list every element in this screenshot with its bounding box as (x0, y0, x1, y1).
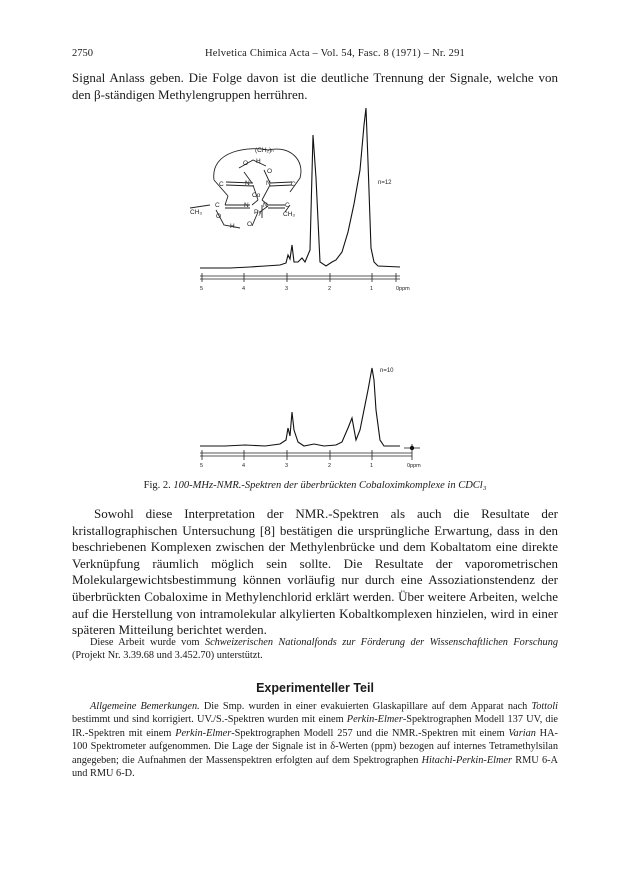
ack-fund: Schweizerischen Nationalfonds zur Förderung der Wissenschaftlichen Forschung (204, 637, 558, 648)
struct-label-ch3-left: CH₃ (190, 209, 203, 216)
struct-label-ch3-right: CH₃ (283, 211, 296, 218)
spectrum-top-axis (200, 273, 400, 282)
acknowledgement (72, 636, 558, 663)
exp-lead: Allgemeine Bemerkungen. (90, 701, 200, 712)
bottom-tick-5: 5 (200, 463, 204, 469)
exp-text-2: bestimmt und sind korrigiert. UV./S.-Spektren wurden mit einem (72, 714, 344, 726)
struct-label-c4: C (285, 202, 290, 209)
struct-label-o3: O (216, 213, 222, 220)
exp-perkin-elmer-2: Perkin-Elmer (175, 727, 232, 739)
spectrum-bottom-ticks (200, 463, 421, 469)
spectrum-bottom-label: n=10 (380, 368, 394, 374)
struct-label-o4: O (247, 221, 253, 228)
ack-before: Diese Arbeit wurde vom (90, 637, 200, 648)
top-tick-3: 3 (285, 286, 289, 292)
bottom-tick-3: 3 (285, 463, 289, 469)
struct-label-co: Co (252, 192, 261, 199)
bottom-tick-2: 2 (328, 463, 332, 469)
bottom-tick-0ppm: 0ppm (407, 463, 421, 469)
spectrum-bottom-axis (200, 444, 420, 460)
bottom-tick-4: 4 (242, 463, 246, 469)
figure-caption (72, 480, 558, 491)
exp-text-3: -Spektrographen Modell 137 UV, die IR.-Spektren mit einem (72, 714, 559, 739)
top-tick-0ppm: 0ppm (396, 286, 410, 292)
top-tick-4: 4 (242, 286, 246, 292)
top-tick-1: 1 (370, 286, 374, 292)
spectrum-bottom-trace (200, 368, 400, 446)
running-title: Helvetica Chimica Acta – Vol. 54, Fasc. 8 (1971) – Nr. 291 (205, 48, 465, 59)
struct-label-n3: N (244, 202, 249, 209)
cobaloxime-structure (190, 149, 301, 228)
caption-prefix: Fig. 2. (143, 480, 171, 491)
struct-label-o1: O (243, 160, 249, 167)
structure-labels (190, 147, 296, 230)
body-paragraph: Sowohl diese Interpretation der NMR.-Spektren als auch die Resultate der kristallographischen Untersuchung [8] bestätigen die ursprüngliche Erwartung, dass in den beschriebenen Komplexen zwischen der Methylenbrücke und dem Kobaltatom eine direkte Verknüpfung räumlich möglich sein sollte. Die Resultate der vaporometrischen Molekulargewichtsbestimmung können vorläufig nur durch eine Assoziationstendenz der überbrückten Cobaloxime in Methylenchlorid erklärt werden. Über weitere Arbeiten, welche auf die Herstellung von intramolekular alkylierten Kobaltkomplexen hinzielen, wird in einer späteren Mitteilung berichtet werden. (72, 506, 558, 638)
spectrum-top-trace (200, 108, 400, 268)
ack-after: (Projekt Nr. 3.39.68 und 3.452.70) unterstützt. (72, 650, 263, 662)
spectrum-top-label: n=12 (378, 180, 392, 186)
struct-label-c1: C (219, 181, 224, 188)
exp-text-1: Die Smp. wurden in einer evakuierten Glaskapillare auf dem Apparat nach (203, 701, 528, 712)
bottom-tick-1: 1 (370, 463, 374, 469)
struct-label-n4: N (263, 202, 268, 209)
struct-label-ch2n: (CH₂)ₙ (255, 147, 274, 154)
struct-label-n1: N (245, 180, 250, 187)
exp-text-6: RMU 6-A und RMU 6-D. (72, 754, 558, 780)
page-number: 2750 (72, 48, 93, 59)
running-header (72, 48, 558, 62)
exp-text-5: HA-100 Spektrometer aufgenommen. Die Lage der Signale ist in δ-Werten (ppm) bezogen auf internes Tetramethylsilan angegeben; die Aufnahmen der Massenspektren erfolgten auf dem Spektrographen (72, 727, 558, 766)
top-tick-2: 2 (328, 286, 332, 292)
exp-tottoli: Tottoli (531, 701, 559, 712)
struct-label-c2: C (291, 181, 296, 188)
exp-text-4: -Spektrographen Modell 257 und die NMR.-Spektren mit einem (231, 727, 505, 739)
exp-perkin-elmer-1: Perkin-Elmer (346, 714, 403, 726)
struct-label-h2: H (230, 223, 235, 230)
top-tick-5: 5 (200, 286, 204, 292)
spectrum-top-ticks (200, 286, 410, 292)
struct-label-n2: N (266, 180, 271, 187)
exp-varian: Varian (508, 727, 536, 739)
reference-mark-icon (410, 446, 414, 450)
struct-label-h1: H (256, 158, 261, 165)
struct-label-c3: C (215, 202, 220, 209)
intro-paragraph: Signal Anlass geben. Die Folge davon ist die deutliche Trennung der Signale, welche von den β-ständigen Methylengruppen herrühren. (72, 70, 558, 102)
caption-text: 100-MHz-NMR.-Spektren der überbrückten Cobaloximkomplexe in CDCl₃ (173, 480, 487, 491)
experimental-paragraph (72, 700, 558, 780)
section-heading: Experimenteller Teil (256, 681, 374, 695)
exp-hitachi: Hitachi-Perkin-Elmer (421, 754, 512, 766)
struct-label-py: Py (254, 209, 262, 216)
struct-label-o2: O (267, 168, 273, 175)
